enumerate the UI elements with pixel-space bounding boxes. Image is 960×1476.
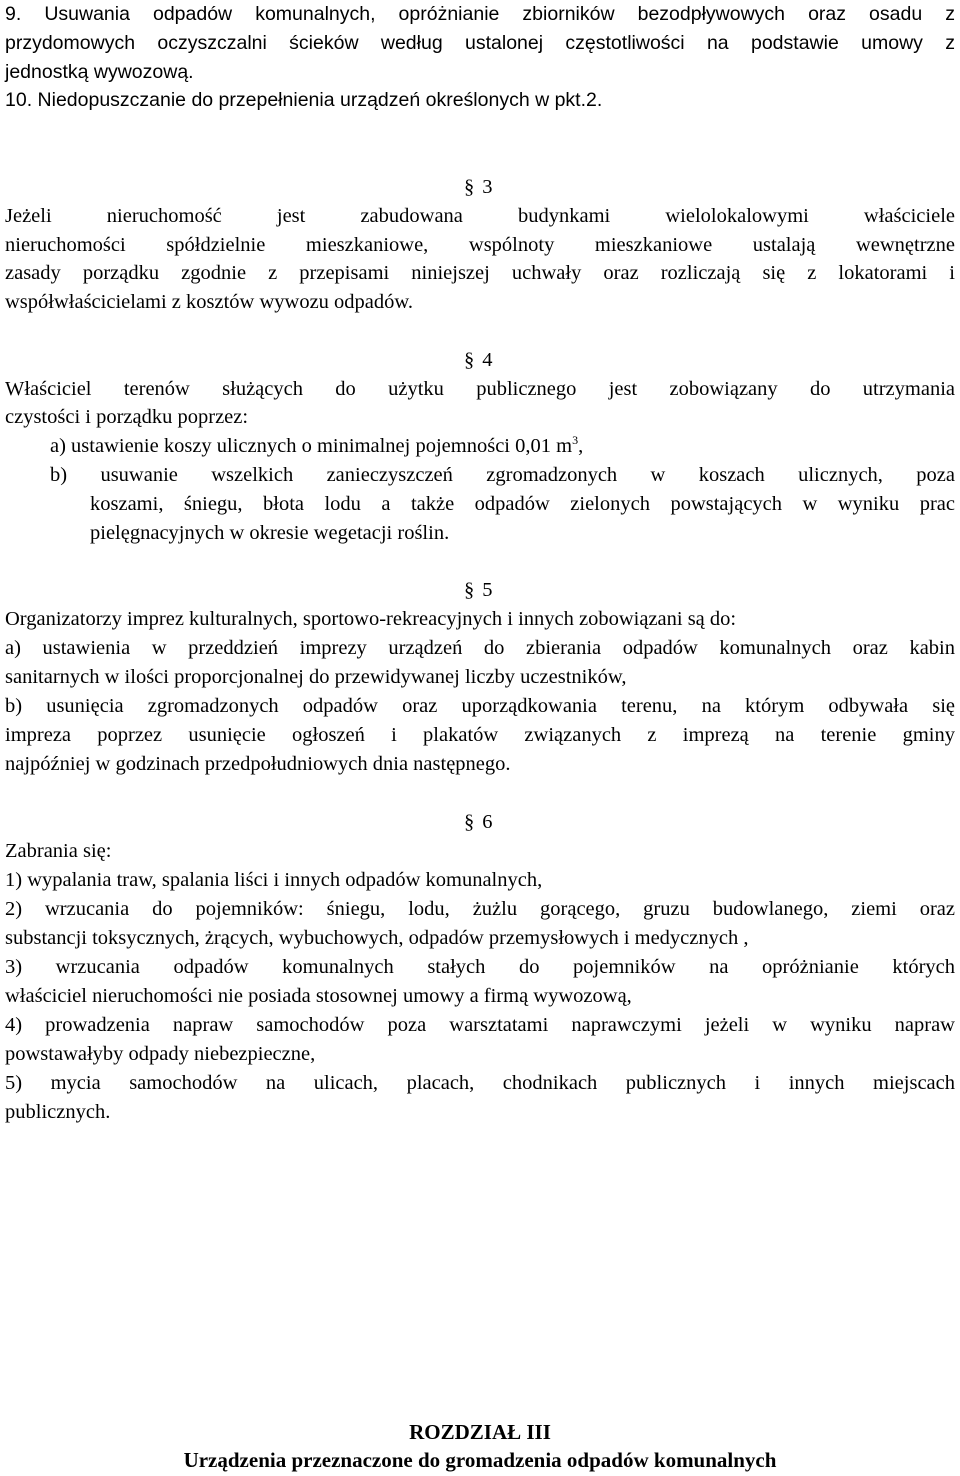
section-number: 5 (482, 579, 493, 601)
section-6-item-2-line-1: 2) wrzucania do pojemników: śniegu, lodu, żużlu gorącego, gruzu budowlanego, ziemi oraz (5, 898, 955, 920)
section-4-item-b-line-1: b) usuwanie wszelkich zanieczyszczeń zgromadzonych w koszach ulicznych, poza (50, 464, 955, 486)
section-4-item-b-line-3: pielęgnacyjnych w okresie wegetacji roślin. (90, 522, 450, 544)
chapter-subtitle: Urządzenia przeznaczone do gromadzenia odpadów komunalnych (183, 1448, 777, 1472)
section-6-item-4-line-1: 4) prowadzenia napraw samochodów poza warsztatami naprawczymi jeżeli w wyniku napraw (5, 1014, 955, 1036)
section-6-line-1: Zabrania się: (5, 840, 112, 862)
section-3-line-2: nieruchomości spółdzielnie mieszkaniowe, wspólnoty mieszkaniowe ustalają wewnętrzne (5, 234, 955, 256)
section-number: 3 (482, 176, 493, 198)
point-9-line-2: przydomowych oczyszczalni ścieków według ustalonej częstotliwości na podstawie umowy z (5, 32, 955, 54)
section-number: 4 (482, 349, 493, 371)
section-3-line-4: współwłaścicielami z kosztów wywozu odpadów. (5, 291, 414, 313)
section-5-heading (464, 578, 493, 602)
superscript-3: 3 (572, 433, 579, 447)
section-5-item-a-line-2: sanitarnych w ilości proporcjonalnej do przewidywanej liczby uczestników, (5, 666, 627, 688)
section-4-heading (464, 348, 493, 372)
section-5-line-1: Organizatorzy imprez kulturalnych, sportowo-rekreacyjnych i innych zobowiązani są do: (5, 608, 737, 630)
section-symbol: § (464, 349, 475, 371)
section-4-item-a (50, 434, 583, 458)
section-symbol: § (464, 811, 475, 833)
point-9-line-3: jednostką wywozową. (5, 61, 194, 83)
point-9-line-1: 9. Usuwania odpadów komunalnych, opróżnianie zbiorników bezodpływowych oraz osadu z (5, 3, 955, 25)
section-3-line-3: zasady porządku zgodnie z przepisami niniejszej uchwały oraz rozliczają się z lokatorami i (5, 262, 955, 284)
section-6-item-1: 1) wypalania traw, spalania liści i innych odpadów komunalnych, (5, 869, 543, 891)
section-4-line-1: Właściciel terenów służących do użytku publicznego jest zobowiązany do utrzymania (5, 378, 955, 400)
chapter-title: ROZDZIAŁ III (409, 1420, 551, 1444)
section-3-line-1: Jeżeli nieruchomość jest zabudowana budynkami wielolokalowymi właściciele (5, 205, 955, 227)
section-5-item-b-line-3: najpóźniej w godzinach przedpołudniowych dnia następnego. (5, 753, 511, 775)
point-10: 10. Niedopuszczanie do przepełnienia urządzeń określonych w pkt.2. (5, 89, 603, 111)
section-3-heading (464, 175, 493, 199)
section-6-item-3-line-1: 3) wrzucania odpadów komunalnych stałych do pojemników na opróżnianie których (5, 956, 955, 978)
section-4-line-2: czystości i porządku poprzez: (5, 406, 249, 428)
section-symbol: § (464, 176, 475, 198)
section-symbol: § (464, 579, 475, 601)
section-6-heading (464, 810, 493, 834)
item-a-end: , (578, 435, 584, 457)
item-a-text: a) ustawienie koszy ulicznych o minimalnej pojemności 0,01 m (50, 435, 573, 457)
section-5-item-b-line-2: impreza poprzez usunięcie ogłoszeń i plakatów związanych z imprezą na terenie gminy (5, 724, 955, 746)
section-5-item-a-line-1: a) ustawienia w przeddzień imprezy urządzeń do zbierania odpadów komunalnych oraz kabin (5, 637, 955, 659)
section-4-item-b-line-2: koszami, śniegu, błota lodu a także odpadów zielonych powstających w wyniku prac (90, 493, 955, 515)
section-6-item-5-line-1: 5) mycia samochodów na ulicach, placach, chodnikach publicznych i innych miejscach (5, 1072, 955, 1094)
section-number: 6 (482, 811, 493, 833)
section-6-item-4-line-2: powstawałyby odpady niebezpieczne, (5, 1043, 316, 1065)
section-6-item-2-line-2: substancji toksycznych, żrących, wybuchowych, odpadów przemysłowych i medycznych , (5, 927, 749, 949)
section-6-item-3-line-2: właściciel nieruchomości nie posiada stosownej umowy a firmą wywozową, (5, 985, 632, 1007)
section-6-item-5-line-2: publicznych. (5, 1101, 111, 1123)
section-5-item-b-line-1: b) usunięcia zgromadzonych odpadów oraz uporządkowania terenu, na którym odbywała się (5, 695, 955, 717)
